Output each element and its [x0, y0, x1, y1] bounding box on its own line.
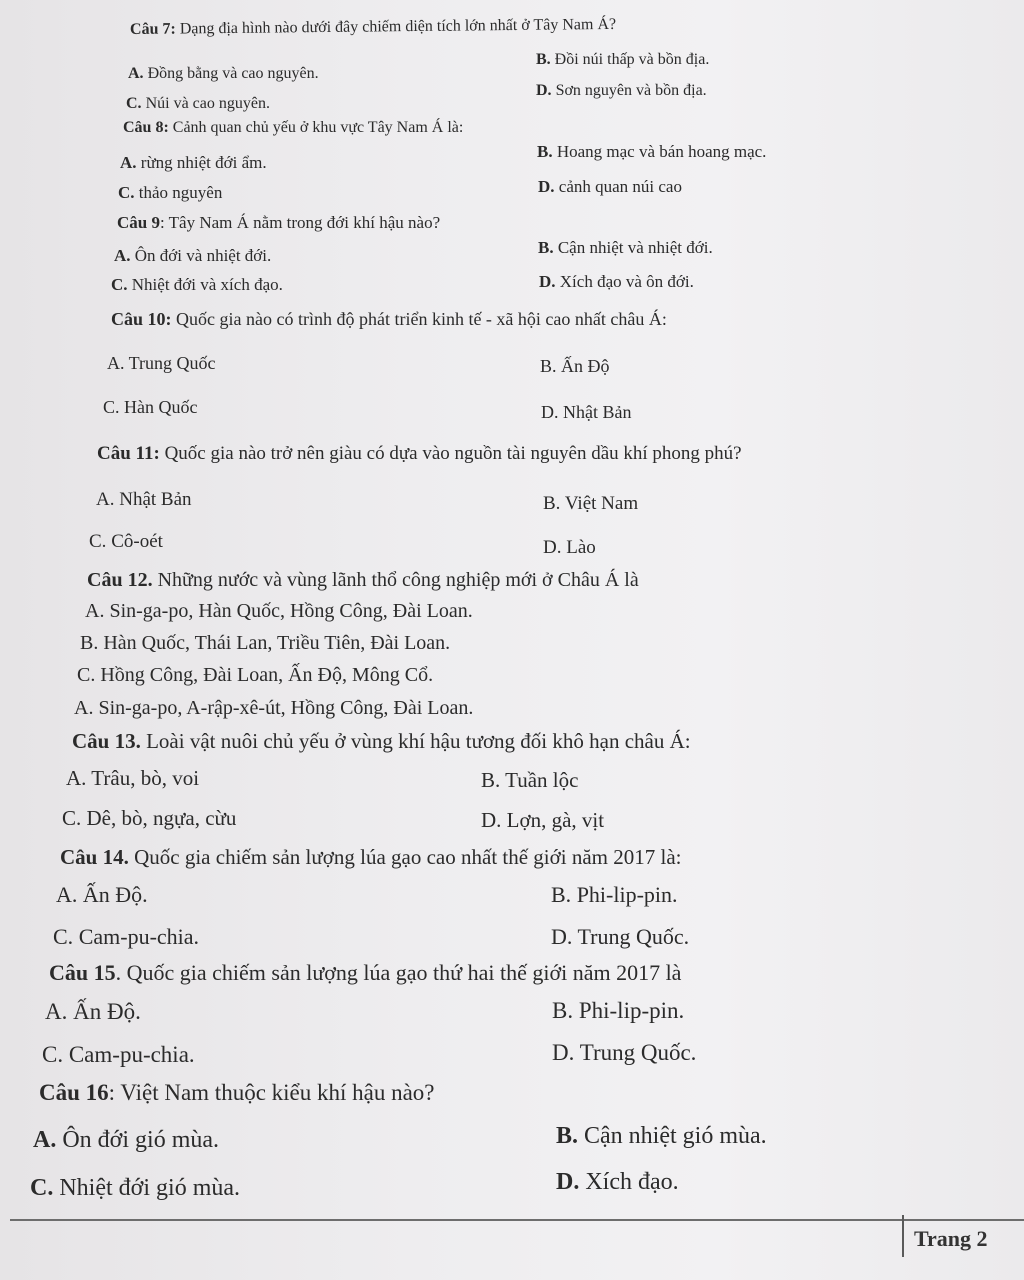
- option-b: [537, 143, 766, 160]
- question-text: Những nước và vùng lãnh thổ công nghiệp mới ở Châu Á là: [152, 569, 639, 591]
- question-13: [72, 731, 691, 752]
- option-d: [543, 538, 596, 557]
- option-letter: C.: [42, 1042, 64, 1067]
- option-letter: B.: [536, 51, 551, 68]
- option-text: Nhật Bản: [114, 489, 192, 510]
- option-c: [89, 532, 163, 551]
- option-text: Dê, bò, ngựa, cừu: [81, 806, 237, 830]
- question-text: Quốc gia chiếm sản lượng lúa gạo cao nhất thế giới năm 2017 là:: [128, 845, 682, 869]
- option-letter: C.: [30, 1175, 54, 1201]
- option-letter: B.: [540, 356, 557, 376]
- option-letter: A.: [45, 999, 68, 1024]
- option-text: thảo nguyên: [134, 183, 223, 202]
- question-text: Cảnh quan chủ yếu ở khu vực Tây Nam Á là:: [168, 119, 464, 136]
- option-letter: D.: [556, 1169, 580, 1195]
- option-text: Đồng bằng và cao nguyên.: [143, 65, 319, 82]
- option-text: Cam-pu-chia.: [73, 924, 200, 949]
- option-text: Lào: [561, 537, 596, 558]
- question-number: Câu 13.: [72, 729, 141, 753]
- option-text: Sơn nguyên và bồn địa.: [551, 82, 707, 99]
- option-c: [126, 96, 270, 112]
- question-number: Câu 10:: [111, 309, 172, 329]
- option-text: Đồi núi thấp và bồn địa.: [550, 51, 710, 68]
- question-number: Câu 16: [39, 1080, 109, 1105]
- option-letter: A.: [33, 1127, 57, 1153]
- option-text: Trung Quốc: [124, 353, 216, 373]
- option-letter: A.: [114, 246, 131, 265]
- question-number: Câu 9: [117, 213, 160, 232]
- option-letter: B.: [481, 768, 501, 792]
- option-b: [551, 884, 678, 906]
- option-b: [556, 1124, 767, 1148]
- question-number: Câu 15: [49, 960, 116, 985]
- option-a-second: [74, 698, 473, 718]
- option-text: Tuần lộc: [500, 768, 579, 792]
- option-b: [543, 494, 638, 513]
- option-text: Ôn đới gió mùa.: [56, 1127, 220, 1153]
- question-text: . Quốc gia chiếm sản lượng lúa gạo thứ hai thế giới năm 2017 là: [115, 960, 682, 985]
- option-a: [114, 247, 271, 264]
- option-letter: A.: [120, 153, 137, 172]
- option-letter: C.: [62, 806, 82, 830]
- question-8: [123, 120, 463, 136]
- option-d: [552, 1041, 696, 1064]
- option-text: Ấn Độ.: [67, 999, 141, 1024]
- option-text: Phi-lip-pin.: [571, 882, 678, 907]
- option-letter: A.: [66, 766, 87, 790]
- question-16: [39, 1081, 435, 1104]
- option-text: Trung Quốc.: [574, 1040, 697, 1065]
- option-c: [103, 398, 198, 416]
- option-a: [56, 884, 148, 906]
- option-d: [481, 810, 604, 831]
- option-text: Ôn đới và nhiệt đới.: [130, 246, 272, 265]
- option-text: Cô-oét: [106, 531, 163, 552]
- option-letter: C.: [111, 275, 128, 294]
- option-letter: C.: [53, 924, 74, 949]
- option-letter: B.: [537, 142, 553, 161]
- option-letter: D.: [539, 272, 556, 291]
- option-text: Phi-lip-pin.: [573, 998, 685, 1023]
- option-letter: B.: [552, 998, 574, 1023]
- page-number: Trang 2: [914, 1226, 988, 1251]
- option-a: [66, 768, 199, 789]
- question-text: : Việt Nam thuộc kiểu khí hậu nào?: [108, 1080, 435, 1105]
- option-text: Ấn Độ.: [77, 882, 148, 907]
- option-letter: D.: [551, 924, 573, 949]
- option-text: Trung Quốc.: [572, 924, 690, 949]
- question-12: [87, 570, 639, 590]
- option-letter: C.: [77, 664, 96, 686]
- option-letter: A.: [107, 353, 125, 373]
- option-text: Nhiệt đới gió mùa.: [53, 1175, 241, 1201]
- option-a: [128, 66, 319, 82]
- option-d: [538, 178, 682, 195]
- option-letter: D.: [538, 177, 555, 196]
- question-9: [117, 214, 440, 231]
- option-letter: C.: [126, 95, 142, 112]
- option-c: [62, 808, 236, 829]
- question-number: Câu 7:: [129, 20, 176, 38]
- option-text: Sin-ga-po, A-rập-xê-út, Hồng Công, Đài Loan.: [93, 697, 474, 719]
- option-text: Núi và cao nguyên.: [141, 95, 270, 112]
- question-number: Câu 12.: [87, 569, 153, 591]
- question-text: Loài vật nuôi chủ yếu ở vùng khí hậu tương đối khô hạn châu Á:: [140, 729, 691, 753]
- option-letter: D.: [543, 537, 562, 558]
- option-d: [551, 926, 689, 948]
- option-letter: B.: [556, 1123, 579, 1149]
- option-text: Hàn Quốc, Thái Lan, Triều Tiên, Đài Loan.: [98, 632, 451, 654]
- option-letter: A.: [74, 697, 94, 719]
- option-text: Cận nhiệt gió mùa.: [578, 1123, 767, 1149]
- option-b: [540, 357, 610, 375]
- option-a: [33, 1128, 219, 1152]
- option-text: Hồng Công, Đài Loan, Ấn Độ, Mông Cổ.: [95, 664, 434, 686]
- option-b: [536, 52, 709, 68]
- option-letter: B.: [543, 493, 561, 514]
- option-letter: D.: [481, 808, 502, 832]
- option-text: Xích đạo và ôn đới.: [555, 272, 694, 291]
- option-text: Hoang mạc và bán hoang mạc.: [552, 142, 767, 161]
- option-text: Hàn Quốc: [119, 397, 198, 417]
- option-letter: C.: [103, 397, 120, 417]
- question-text: : Tây Nam Á nằm trong đới khí hậu nào?: [159, 213, 441, 232]
- option-a: [45, 1000, 141, 1023]
- question-14: [60, 847, 681, 868]
- option-d: [539, 273, 694, 290]
- option-letter: D.: [541, 402, 559, 422]
- option-c: [111, 276, 283, 293]
- question-text: Quốc gia nào trở nên giàu có dựa vào nguồn tài nguyên dầu khí phong phú?: [159, 443, 742, 464]
- option-c: [77, 665, 433, 685]
- option-text: Xích đạo.: [579, 1169, 679, 1195]
- option-text: rừng nhiệt đới ẩm.: [136, 153, 267, 172]
- option-letter: B.: [538, 238, 554, 257]
- option-a: [107, 354, 216, 372]
- question-number: Câu 8:: [123, 119, 169, 136]
- option-text: Nhiệt đới và xích đạo.: [127, 275, 283, 294]
- option-text: Việt Nam: [560, 493, 639, 514]
- option-text: cảnh quan núi cao: [554, 177, 682, 196]
- option-letter: D.: [536, 82, 552, 99]
- option-letter: C.: [118, 183, 135, 202]
- option-a: [120, 154, 267, 171]
- question-15: [49, 962, 681, 984]
- option-b: [538, 239, 713, 256]
- question-number: Câu 14.: [60, 845, 129, 869]
- option-letter: B.: [551, 882, 572, 907]
- option-letter: A.: [96, 489, 115, 510]
- option-text: Cam-pu-chia.: [63, 1042, 195, 1067]
- option-a: [96, 490, 192, 509]
- question-number: Câu 11:: [97, 443, 160, 464]
- option-letter: C.: [89, 531, 107, 552]
- question-11: [97, 444, 742, 463]
- question-10: [111, 310, 667, 328]
- option-text: Sin-ga-po, Hàn Quốc, Hồng Công, Đài Loan.: [104, 600, 473, 622]
- footer-divider: [10, 1219, 1024, 1221]
- option-letter: A.: [56, 882, 78, 907]
- option-d: [536, 83, 707, 99]
- option-b: [552, 999, 684, 1022]
- option-letter: D.: [552, 1040, 575, 1065]
- option-c: [53, 926, 199, 948]
- option-a: [85, 601, 473, 621]
- option-letter: A.: [128, 65, 144, 82]
- question-7: [130, 17, 616, 38]
- option-c: [42, 1043, 195, 1066]
- option-letter: A.: [85, 600, 105, 622]
- option-text: Lợn, gà, vịt: [501, 808, 605, 832]
- question-text: Dạng địa hình nào dưới đây chiếm diện tích lớn nhất ở Tây Nam Á?: [175, 15, 617, 38]
- option-b: [481, 770, 578, 791]
- option-text: Trâu, bò, voi: [86, 766, 200, 790]
- option-d: [556, 1170, 679, 1194]
- option-c: [118, 184, 222, 201]
- option-b: [80, 633, 450, 653]
- option-d: [541, 403, 631, 421]
- option-c: [30, 1176, 240, 1200]
- option-letter: B.: [80, 632, 99, 654]
- option-text: Nhật Bản: [558, 402, 632, 422]
- option-text: Cận nhiệt và nhiệt đới.: [553, 238, 713, 257]
- question-text: Quốc gia nào có trình độ phát triển kinh tế - xã hội cao nhất châu Á:: [171, 309, 667, 329]
- option-text: Ấn Độ: [556, 356, 610, 376]
